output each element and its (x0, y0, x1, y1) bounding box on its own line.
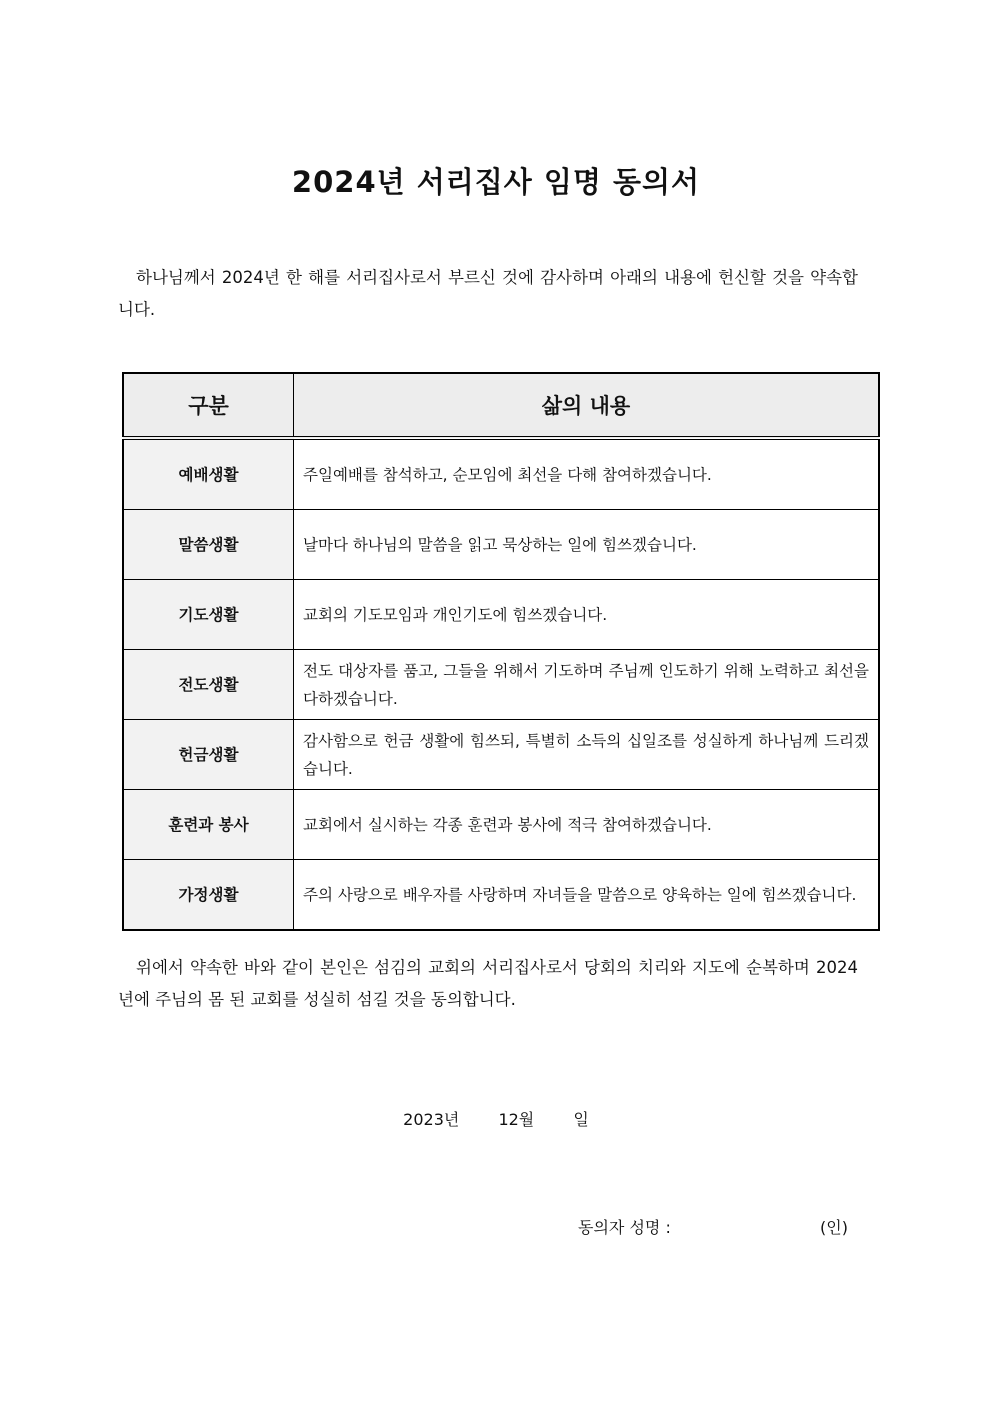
table-row (123, 790, 879, 860)
header-category: 구분 (123, 373, 294, 438)
date-year: 2023년 (403, 1110, 460, 1129)
row-category: 예배생활 (123, 438, 294, 510)
signature-line (578, 1215, 848, 1238)
table-row (123, 510, 879, 580)
table-row (123, 438, 879, 510)
row-category: 기도생활 (123, 580, 294, 650)
table-row (123, 860, 879, 931)
row-content: 교회의 기도모임과 개인기도에 힘쓰겠습니다. (294, 580, 880, 650)
row-category: 말씀생활 (123, 510, 294, 580)
table-row (123, 720, 879, 790)
signature-label: 동의자 성명 : (578, 1218, 671, 1237)
closing-paragraph: 위에서 약속한 바와 같이 본인은 섬김의 교회의 서리집사로서 당회의 치리와 지도에 순복하며 2024년에 주님의 몸 된 교회를 성실히 섬길 것을 동의합니다. (118, 958, 858, 1009)
row-category: 헌금생활 (123, 720, 294, 790)
row-content: 날마다 하나님의 말씀을 읽고 묵상하는 일에 힘쓰겠습니다. (294, 510, 880, 580)
date-line (0, 1107, 992, 1130)
pledge-table (122, 372, 880, 931)
row-content: 감사함으로 헌금 생활에 힘쓰되, 특별히 소득의 십일조를 성실하게 하나님께 드리겠습니다. (294, 720, 880, 790)
seal-mark: (인) (820, 1218, 848, 1237)
table-row (123, 580, 879, 650)
row-content: 교회에서 실시하는 각종 훈련과 봉사에 적극 참여하겠습니다. (294, 790, 880, 860)
row-content: 주일예배를 참석하고, 순모임에 최선을 다해 참여하겠습니다. (294, 438, 880, 510)
header-content: 삶의 내용 (294, 373, 880, 438)
intro-paragraph: 하나님께서 2024년 한 해를 서리집사로서 부르신 것에 감사하며 아래의 내용에 헌신할 것을 약속합니다. (118, 268, 858, 319)
date-day: 일 (573, 1110, 589, 1129)
row-category: 훈련과 봉사 (123, 790, 294, 860)
row-category: 가정생활 (123, 860, 294, 931)
table-row (123, 650, 879, 720)
row-category: 전도생활 (123, 650, 294, 720)
row-content: 주의 사랑으로 배우자를 사랑하며 자녀들을 말씀으로 양육하는 일에 힘쓰겠습니다. (294, 860, 880, 931)
date-month: 12월 (498, 1110, 535, 1129)
row-content: 전도 대상자를 품고, 그들을 위해서 기도하며 주님께 인도하기 위해 노력하고 최선을 다하겠습니다. (294, 650, 880, 720)
table-header-row (123, 373, 879, 438)
document-title: 2024년 서리집사 임명 동의서 (291, 165, 701, 199)
